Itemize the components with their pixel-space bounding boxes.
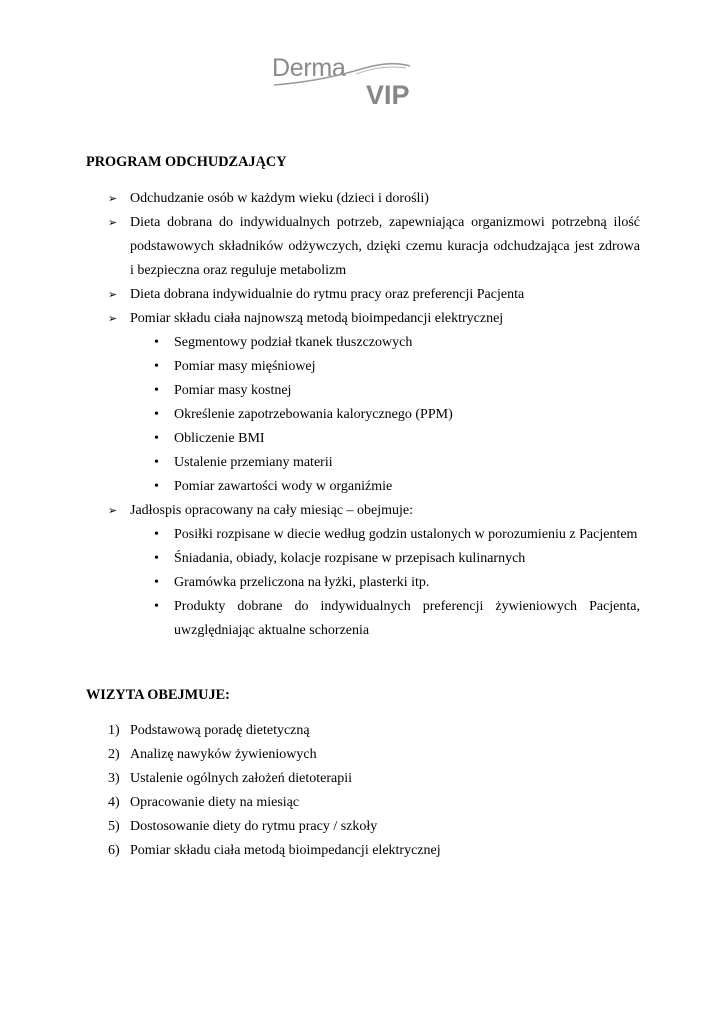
program-list xyxy=(108,187,640,643)
program-item-2 xyxy=(108,211,640,283)
logo-vip-text: VIP xyxy=(366,80,410,110)
list-item-text: Produkty dobrane do indywidualnych preferencji żywieniowych Pacjenta, xyxy=(174,599,640,614)
bullet-icon: • xyxy=(154,335,159,350)
list-item xyxy=(108,815,441,839)
program-item-1 xyxy=(108,187,640,211)
list-item-text: Gramówka przeliczona na łyżki, plasterki itp. xyxy=(174,575,430,590)
bullet-icon: • xyxy=(154,431,159,446)
visit-list xyxy=(108,719,441,863)
list-item xyxy=(154,427,640,451)
list-number: 3) xyxy=(108,771,120,786)
list-item xyxy=(154,595,640,643)
list-item-text: i bezpieczna oraz reguluje metabolizm xyxy=(130,263,347,278)
arrow-icon: ➢ xyxy=(108,504,118,517)
list-item-text: Analizę nawyków żywieniowych xyxy=(130,747,317,762)
list-item-text: Śniadania, obiady, kolacje rozpisane w przepisach kulinarnych xyxy=(174,551,526,566)
list-item-text: Opracowanie diety na miesiąc xyxy=(130,795,300,810)
list-item-text: Pomiar zawartości wody w organiźmie xyxy=(174,479,393,494)
list-item xyxy=(108,743,441,767)
list-item xyxy=(154,547,640,571)
visit-title: WIZYTA OBEJMUJE: xyxy=(86,687,230,703)
measurement-sublist xyxy=(154,331,640,499)
list-item xyxy=(154,355,640,379)
list-number: 5) xyxy=(108,819,120,834)
list-item-text: Dieta dobrana do indywidualnych potrzeb, zapewniająca organizmowi potrzebną ilość xyxy=(130,215,640,230)
arrow-icon: ➢ xyxy=(108,192,118,205)
bullet-icon: • xyxy=(154,551,159,566)
list-item-text: Pomiar składu ciała metodą bioimpedancji elektrycznej xyxy=(130,843,441,858)
arrow-icon: ➢ xyxy=(108,216,118,229)
list-item xyxy=(154,403,640,427)
bullet-icon: • xyxy=(154,407,159,422)
bullet-icon: • xyxy=(154,575,159,590)
list-item xyxy=(154,475,640,499)
list-number: 2) xyxy=(108,747,120,762)
program-item-3 xyxy=(108,283,640,307)
bullet-icon: • xyxy=(154,359,159,374)
list-item-text: Odchudzanie osób w każdym wieku (dzieci i dorośli) xyxy=(130,191,429,206)
list-item xyxy=(154,379,640,403)
dermavip-logo xyxy=(270,52,420,110)
list-item-text: Pomiar masy kostnej xyxy=(174,383,292,398)
bullet-icon: • xyxy=(154,383,159,398)
list-item-text: Dieta dobrana indywidualnie do rytmu pracy oraz preferencji Pacjenta xyxy=(130,287,525,302)
bullet-icon: • xyxy=(154,455,159,470)
list-item-text: Pomiar składu ciała najnowszą metodą bioimpedancji elektrycznej xyxy=(130,311,504,326)
bullet-icon: • xyxy=(154,599,159,614)
bullet-icon: • xyxy=(154,479,159,494)
list-item xyxy=(108,791,441,815)
list-number: 1) xyxy=(108,723,120,738)
program-title: PROGRAM ODCHUDZAJĄCY xyxy=(86,154,287,170)
list-item xyxy=(108,839,441,863)
meal-plan-sublist xyxy=(154,523,640,643)
arrow-icon: ➢ xyxy=(108,312,118,325)
list-item-text: Podstawową poradę dietetyczną xyxy=(130,723,310,738)
program-item-5 xyxy=(108,499,640,643)
list-item xyxy=(154,523,640,547)
list-item xyxy=(108,719,441,743)
list-item-text: Pomiar masy mięśniowej xyxy=(174,359,316,374)
list-item-text: Obliczenie BMI xyxy=(174,431,265,446)
list-item-text: Określenie zapotrzebowania kalorycznego (PPM) xyxy=(174,407,453,422)
program-item-4 xyxy=(108,307,640,499)
list-item xyxy=(154,571,640,595)
list-item-text: Dostosowanie diety do rytmu pracy / szkoły xyxy=(130,819,378,834)
bullet-icon: • xyxy=(154,527,159,542)
list-item xyxy=(154,451,640,475)
list-item xyxy=(108,767,441,791)
dermavip-logo-graphic xyxy=(270,52,420,110)
list-item-text: Ustalenie przemiany materii xyxy=(174,455,333,470)
list-item-text: uwzględniając aktualne schorzenia xyxy=(174,623,370,638)
list-item-text: podstawowych składników odżywczych, dzięki czemu kuracja odchudzająca jest zdrowa xyxy=(130,239,640,254)
list-item-text: Segmentowy podział tkanek tłuszczowych xyxy=(174,335,413,350)
list-number: 4) xyxy=(108,795,120,810)
arrow-icon: ➢ xyxy=(108,288,118,301)
logo-derma-text: Derma xyxy=(272,54,346,82)
list-number: 6) xyxy=(108,843,120,858)
list-item-text: Ustalenie ogólnych założeń dietoterapii xyxy=(130,771,352,786)
list-item-text: Jadłospis opracowany na cały miesiąc – obejmuje: xyxy=(130,503,414,518)
list-item xyxy=(154,331,640,355)
list-item-text: Posiłki rozpisane w diecie według godzin ustalonych w porozumieniu z Pacjentem xyxy=(174,527,638,542)
